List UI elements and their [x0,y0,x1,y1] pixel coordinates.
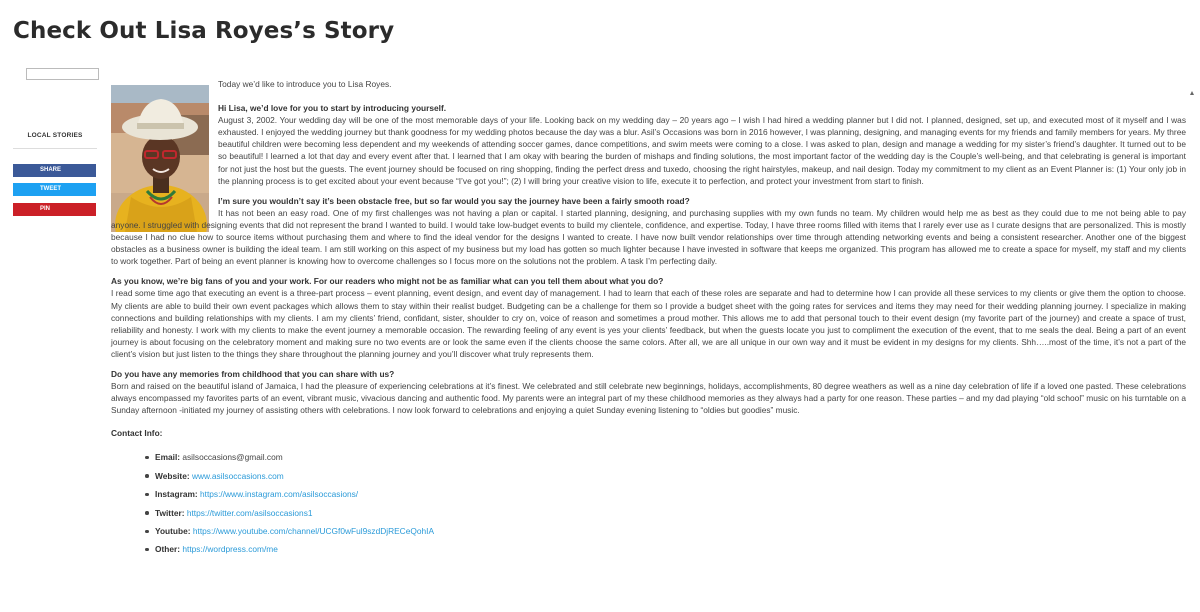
contact-youtube-label: Youtube: [155,526,191,536]
contact-twitter-label: Twitter: [155,507,185,518]
twitter-link[interactable]: https://twitter.com/asilsoccasions1 [186,507,313,518]
pin-button[interactable]: PIN [13,203,96,216]
question-2: I’m sure you wouldn’t say it’s been obstacle free, but so far would you say the journey have been a fairly smooth road? [218,195,690,206]
website-link[interactable]: www.asilsoccasions.com [191,470,284,481]
question-4: Do you have any memories from childhood that you can share with us? [111,368,395,379]
contact-list [111,451,1186,555]
contact-email-label: Email: [155,452,181,463]
page-title: Check Out Lisa Royes’s Story [13,18,395,44]
contact-heading: Contact Info: [111,428,163,439]
tweet-button[interactable]: TWEET [13,183,96,196]
intro-text: Today we’d like to introduce you to Lisa Royes. [218,79,392,89]
contact-youtube [155,525,1186,537]
answer-1: August 3, 2002. Your wedding day will be one of the most memorable days of your life. Looking back on my wedding day – 20 years ago – I wish I had hired a wedding planner but I did not. I planned, designed, set up, and executed most of it myself and I was exhausted. I enjoyed the wedding journey but thank goodness for my wedding photos because the day was a blur. Asil’s Occasions was born in 2016 however, I was planning, designing, and managing events for my friends and family members for years. My three beautiful children were becoming less dependent and my weekends of attending soccer games, dance competitions, and swim meets were coming to a close. I was asked to plan, design and manage a wedding for my sister’s friend’s daughter. It turned out to be so beautiful! I learned a lot that day and every event after that. I learned that I am okay with bearing the burden of mishaps and finding solutions, the most important factor of the wedding day is the Couple’s well-being, and that celebrating is general is important for not just the host but the guests. The event journey should be focused on ring shopping, finding the perfect dress and tuxedo, choosing the right hairstyles, makeup, and nail design. Today my commitment to my client as an Event Planner is: (1) Your only job in the planning process is to get excited about your event because “I’ve got you!”; (2) I will bring your creative vision to life, execute it to perfection, and protect your investment from start to finish. [218,115,1186,186]
question-1: Hi Lisa, we’d love for you to start by introducing yourself. [218,103,447,114]
contact-instagram [155,488,1186,500]
broken-image-icon [26,68,99,80]
other-link[interactable]: https://wordpress.com/me [182,544,278,555]
contact-other [155,543,1186,555]
contact-email [155,451,1186,463]
contact-website-label: Website: [155,470,190,481]
local-stories-heading: LOCAL STORIES [27,132,83,139]
scroll-up-icon[interactable] [1190,91,1194,95]
divider [13,148,97,149]
question-3: As you know, we’re big fans of you and your work. For our readers who might not be as familiar what can you tell them about what you do? [111,276,664,287]
contact-website [155,470,1186,482]
youtube-link[interactable]: https://www.youtube.com/channel/UCGf0wFul9szdDjRECeQohIA [192,526,435,536]
answer-4: Born and raised on the beautiful island of Jamaica, I had the pleasure of experiencing celebrations at it’s finest. We celebrated and still celebrate new beginnings, holidays, accomplishments, 80 degree weathers as well as a nine day celebration of life if a loved one pasted. These celebrations always encompassed my favorites parts of an event, vibrant music, vivacious dancing and authentic food. My parents were an integral part of my these childhood memories as they always had a party for one reason. These parties – and my dad playing “old school” music on his turntable on a Sunday afternoon -initiated my journey of assisting others with celebrations. I now look forward to celebrations and enjoying a quiet Sunday evening listening to “oldies but goodies” music. [111,381,1186,416]
contact-email-value: asilsoccasions@gmail.com [182,452,283,463]
answer-3: I read some time ago that executing an event is a three-part process – event planning, event design, and event day of management. I had to learn that each of these roles are separate and had to determine how I can provide all these services to my clients or give them the option to choose. My clients are able to build their own event packages which allows them to stay within their realist budget. Budgeting can be a challenge for them so I provide a budget sheet with the going rates for services and items they may need for their wedding planning journey. I specialize in making connections and building relationships with my clients. I am my clients’ friend, confidant, sister, shoulder to cry on, voice of reason and sometimes a proud mother. This allows me to add that personal touch to their event design (my favorite part of the journey) and create a space of trust, reliability and honesty. I work with my clients to make the event journey a memorable occasion. The rewarding feeling of any event is yes your clients’ feedback, but when the guests locate you just to compliment the execution of the event, that to me seals the deal. Being a part of an event journey is about focusing on the celebratory moment and making sure no two events are or look the same even if the clients choose the same colors. After all, we are all unique in our own way and it must be evident in my designs for my clients. Shh…..most of the time, it’s not a part of the client’s vision but just listen to the things they share throughout the planning journey and you’ll discover what truly represents them. [111,288,1186,359]
contact-twitter [155,507,1186,519]
answer-2: It has not been an easy road. One of my first challenges was not having a plan or capital. I started planning, designing, and purchasing supplies with my own funds no team. My children would help me as best as they could due to me not being able to pay anyone. I struggled with designing events that did not represent the brand I wanted to build. I would take low-budget events to build my clientele, confidence, and expertise. Today, I have three rooms filled with items that I rarely ever use as I curate designs that are personalized. This is mostly because I had no clue how to source items without purchasing them and where to find the ideal vendor for the designs I wanted to create. I have now built vendor relationships over time through attending networking events and being a consistent researcher. Another one of the biggest obstacles as a business owner is building the ideal team. I am still working on this aspect of my business but my load has gotten so much lighter because I have invested in software that keeps me organized. This program has allowed me to create a space for myself, my staff and my clients to work together. Part of being an event planner is knowing how to overcome challenges so I focus more on the solutions not the problem. A task I’m perfecting daily. [111,207,1186,267]
facebook-share-button[interactable]: SHARE [13,164,96,177]
contact-other-label: Other: [155,544,181,555]
instagram-link[interactable]: https://www.instagram.com/asilsoccasions/ [199,489,359,500]
contact-instagram-label: Instagram: [155,489,198,500]
article-body [111,78,1186,562]
